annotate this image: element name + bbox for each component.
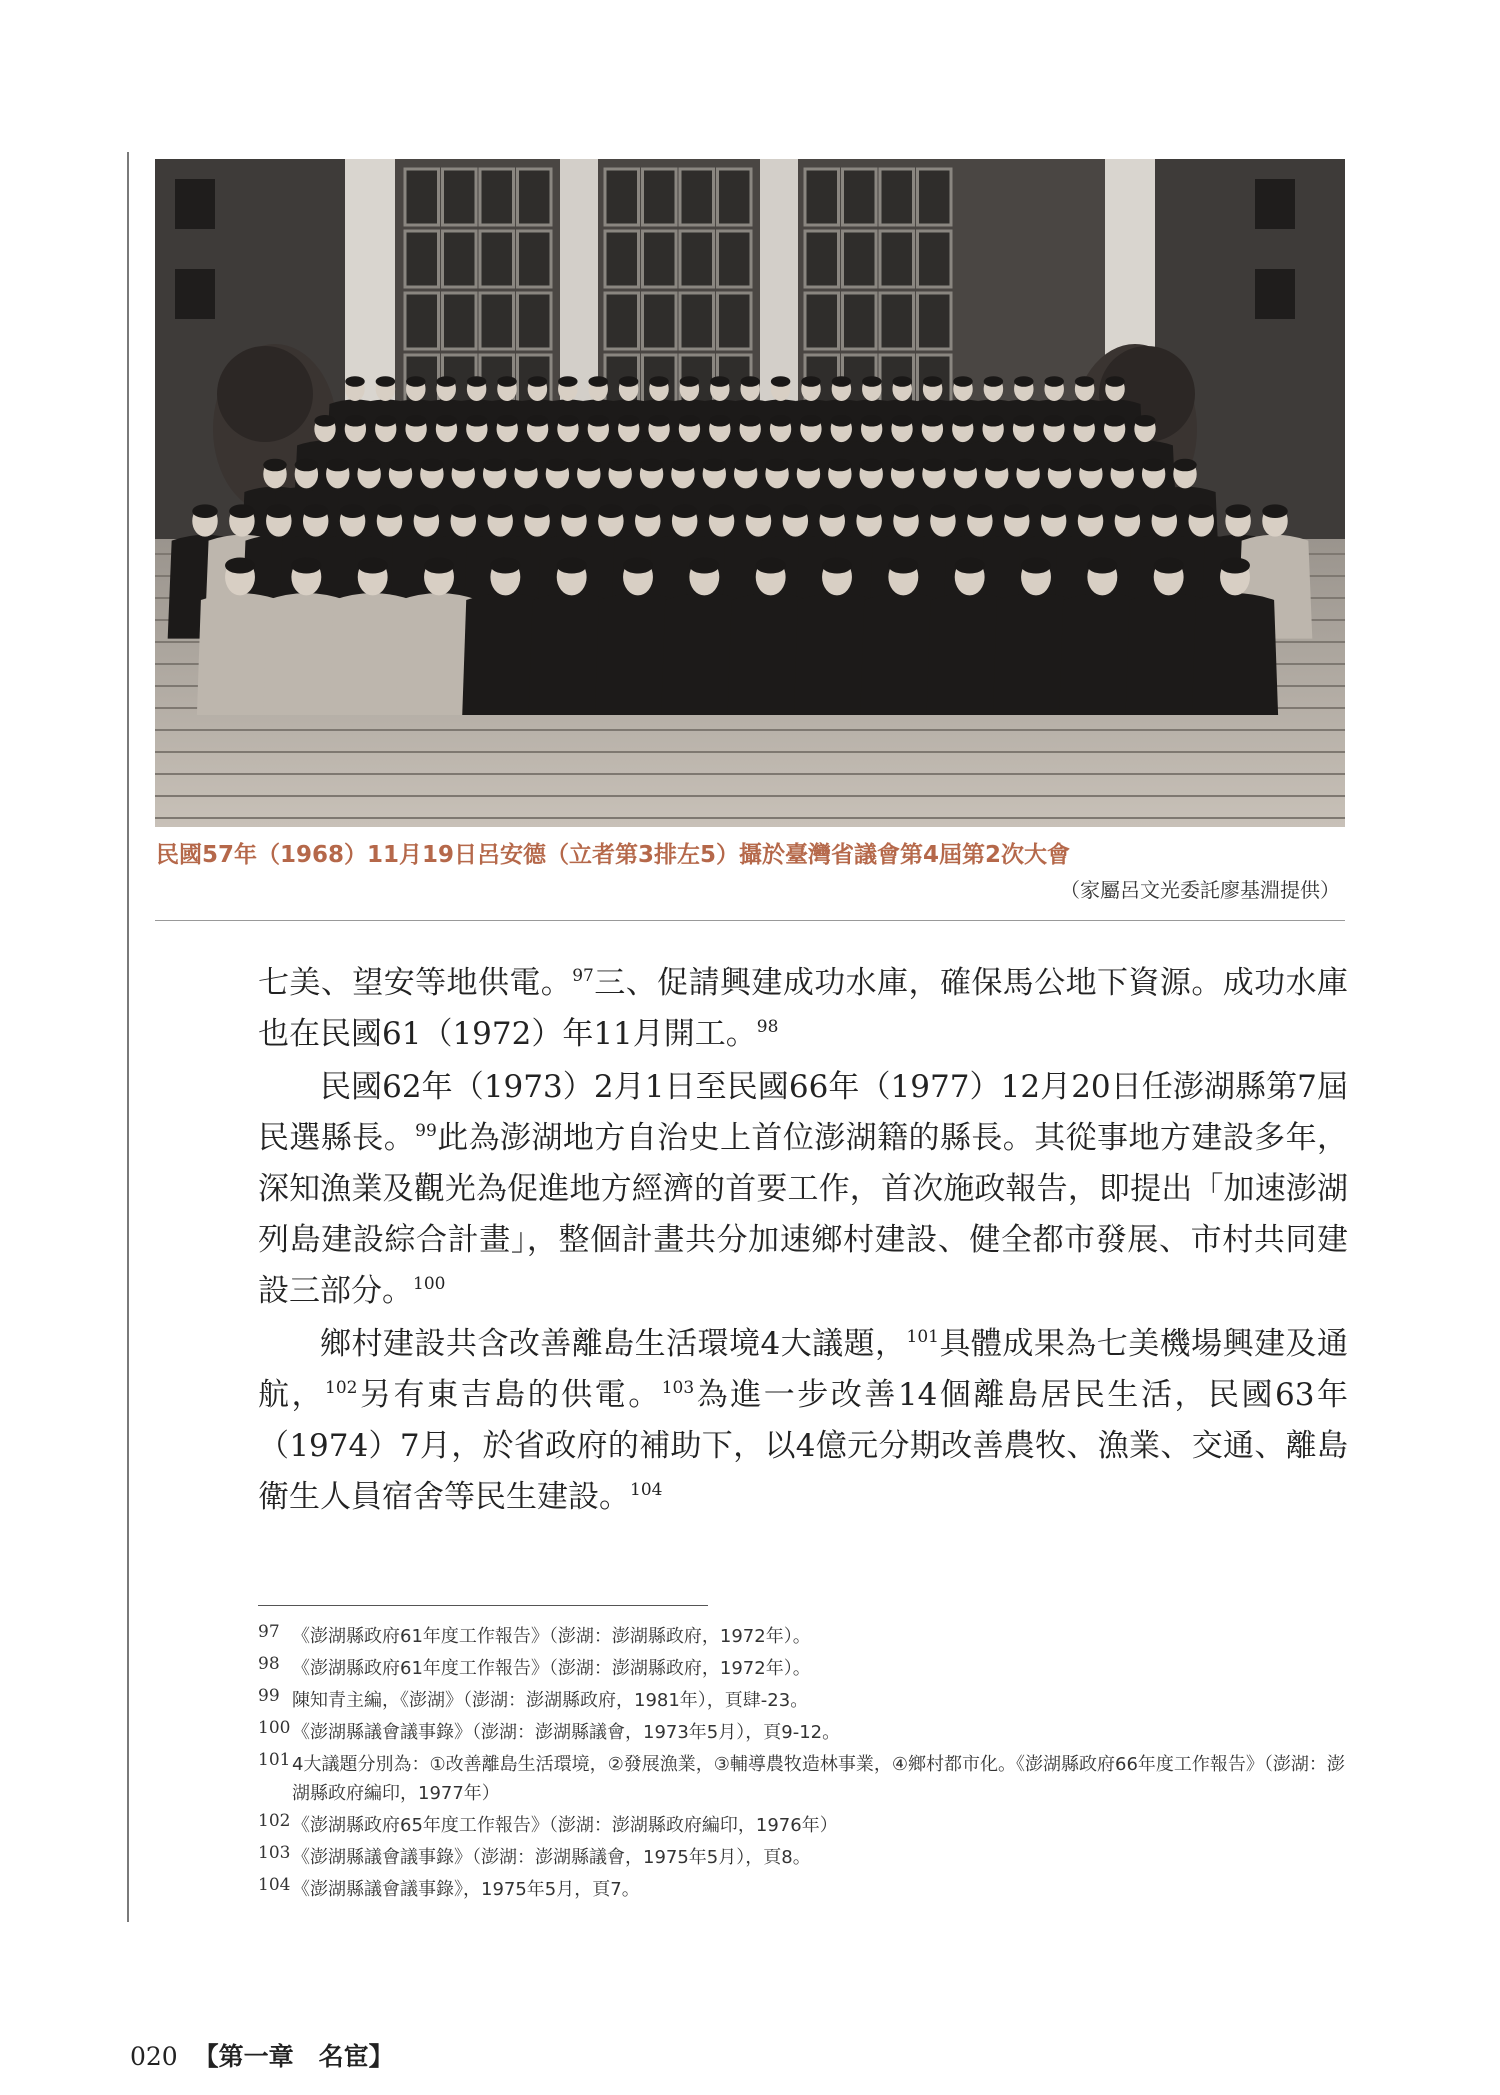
- footnote-text: 《澎湖縣議會議事錄》（澎湖：澎湖縣議會，1975年5月），頁8。: [292, 1847, 811, 1868]
- paragraph: [258, 1319, 1348, 1523]
- page-number: 020: [130, 2042, 178, 2071]
- footnote-text: 《澎湖縣政府65年度工作報告》（澎湖：澎湖縣政府編印，1976年）: [292, 1815, 838, 1836]
- footnote: [258, 1843, 1348, 1872]
- margin-rule: [127, 152, 129, 1922]
- paragraph-text: 七美、望安等地供電。: [258, 965, 573, 1001]
- footnote-ref: 103: [661, 1378, 695, 1398]
- paragraph-text: 另有東吉島的供電。: [357, 1377, 662, 1413]
- footnote: [258, 1750, 1348, 1808]
- footnote-ref: 104: [630, 1480, 663, 1500]
- footnote-ref: 98: [756, 1017, 779, 1037]
- paragraph-text: 具體成果為七美機場興建及通航，: [258, 1326, 1349, 1413]
- footnote-text: 《澎湖縣政府61年度工作報告》（澎湖：澎湖縣政府，1972年）。: [292, 1658, 811, 1679]
- page-footer: [130, 2037, 394, 2073]
- footnote-divider: [258, 1605, 708, 1606]
- body-text: [258, 958, 1348, 1525]
- footnote-ref: 101: [906, 1327, 939, 1347]
- paragraph-text: 民國62年（1973）2月1日至民國66年（1977）12月20日任澎湖縣第7屆民選縣長。: [258, 1069, 1348, 1156]
- footnote-text: 《澎湖縣議會議事錄》（澎湖：澎湖縣議會，1973年5月），頁9-12。: [292, 1722, 841, 1743]
- footnote-number: 97: [258, 1622, 280, 1642]
- footnote-ref: 99: [415, 1121, 437, 1141]
- footnote-text: 4大議題分別為：①改善離島生活環境，②發展漁業，③輔導農牧造林事業，④鄉村都市化。《澎湖縣政府66年度工作報告》（澎湖：澎湖縣政府編印，1977年）: [292, 1754, 1345, 1804]
- photo-caption: 民國57年（1968）11月19日呂安德（立者第3排左5）攝於臺灣省議會第4屆第2次大會: [156, 842, 1071, 868]
- footnote-number: 104: [258, 1875, 291, 1895]
- footnote-number: 98: [258, 1654, 280, 1674]
- footnote: [258, 1875, 1348, 1904]
- footnote-number: 103: [258, 1843, 291, 1863]
- caption-divider: [155, 920, 1345, 921]
- paragraph-text: 三、促請興建成功水庫，確保馬公地下資源。成功水庫也在民國61（1972）年11月開工。: [258, 965, 1349, 1052]
- footnote-number: 100: [258, 1718, 291, 1738]
- footnote: [258, 1811, 1348, 1840]
- footnote-ref: 97: [572, 966, 594, 986]
- group-photo: [155, 159, 1345, 827]
- footnote-ref: 100: [413, 1274, 446, 1294]
- footnote-text: 《澎湖縣政府61年度工作報告》（澎湖：澎湖縣政府，1972年）。: [292, 1626, 811, 1647]
- footnote: [258, 1686, 1348, 1715]
- footnote-number: 101: [258, 1750, 291, 1770]
- paragraph: [258, 958, 1348, 1060]
- paragraph-text: 鄉村建設共含改善離島生活環境4大議題，: [320, 1326, 907, 1362]
- footnote: [258, 1718, 1348, 1747]
- footnote-text: 《澎湖縣議會議事錄》，1975年5月，頁7。: [292, 1879, 640, 1900]
- footnote-number: 102: [258, 1811, 291, 1831]
- chapter-label: 【第一章 名宦】: [193, 2042, 394, 2071]
- footnote-text: 陳知青主編，《澎湖》（澎湖：澎湖縣政府，1981年），頁肆-23。: [292, 1690, 809, 1711]
- footnote-number: 99: [258, 1686, 280, 1706]
- photo-credit: （家屬呂文光委託廖基淵提供）: [1060, 878, 1340, 902]
- footnote: [258, 1654, 1348, 1683]
- footnotes: [258, 1622, 1348, 1907]
- footnote-ref: 102: [325, 1378, 358, 1398]
- paragraph-text: 為進一步改善14個離島居民生活，民國63年（1974）7月，於省政府的補助下，以4億元分期改善農牧、漁業、交通、離島衛生人員宿舍等民生建設。: [258, 1377, 1348, 1515]
- paragraph: [258, 1062, 1348, 1317]
- paragraph-text: 此為澎湖地方自治史上首位澎湖籍的縣長。其從事地方建設多年，深知漁業及觀光為促進地方經濟的首要工作，首次施政報告，即提出「加速澎湖列島建設綜合計畫」，整個計畫共分加速鄉村建設、健全都市發展、市村共同建設三部分。: [258, 1120, 1349, 1309]
- footnote: [258, 1622, 1348, 1651]
